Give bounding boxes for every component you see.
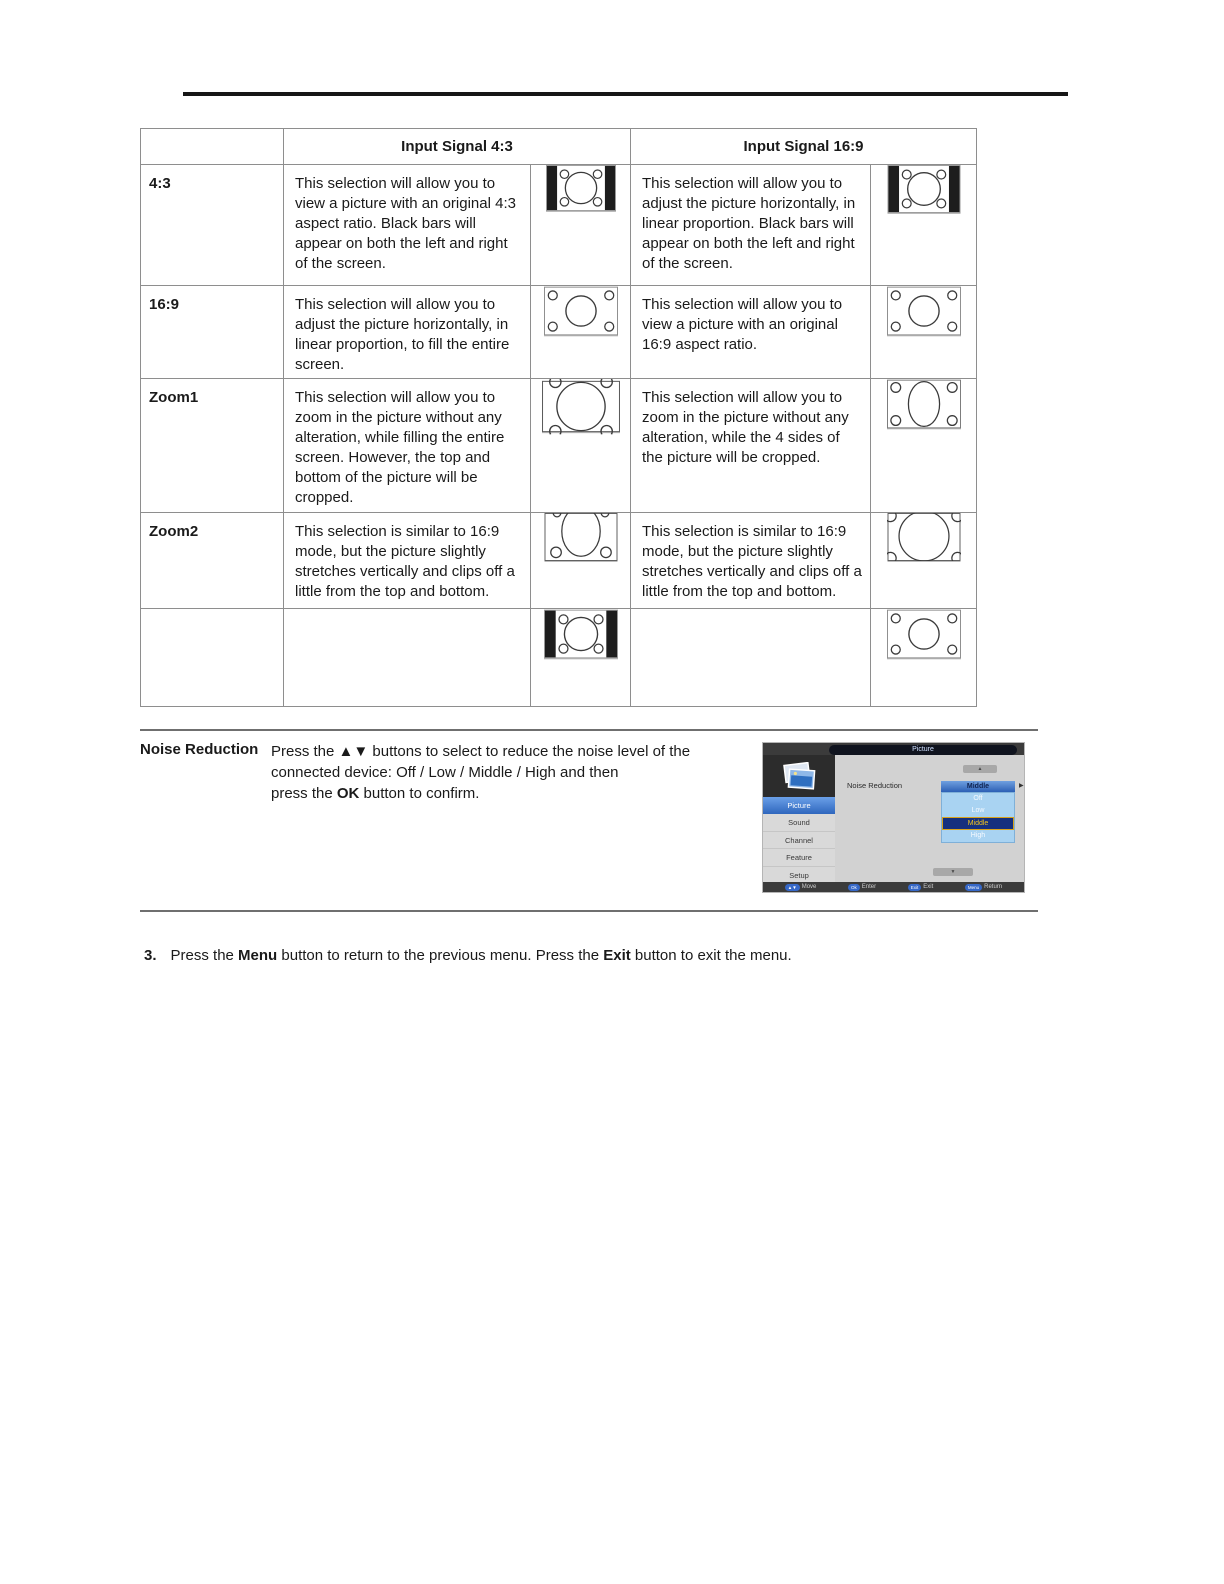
- table-row: [141, 609, 977, 707]
- noise-reduction-label: Noise Reduction: [140, 741, 259, 758]
- mode-description: This selection will allow you to adjust the picture horizontally, in linear proportion. Black bars will appear on both the left and right of the screen.: [631, 165, 871, 286]
- tv-menu-screenshot: [762, 742, 1025, 893]
- noise-reduction-description: [271, 741, 741, 804]
- mode-label: Zoom2: [141, 513, 284, 609]
- hint-enter: Ok Enter: [848, 884, 876, 891]
- nr-line1: Press the ▲▼ buttons to select to reduce the noise level of the: [271, 743, 691, 760]
- mode-description: This selection will allow you to adjust the picture horizontally, in linear proportion, to fill the entire screen.: [284, 286, 531, 379]
- tv-main-panel: [835, 755, 1024, 882]
- tv-noise-reduction-label: Noise Reduction: [847, 781, 903, 790]
- fullscreen-test-pattern-icon: [544, 286, 618, 336]
- menu-key-icon: Menu: [965, 884, 982, 891]
- section-divider-top: [140, 729, 1038, 731]
- tv-sidebar-item-feature: Feature: [763, 849, 835, 866]
- zoom2-stretched-pattern-icon: [887, 513, 961, 561]
- table-row: [141, 513, 977, 609]
- step-3-instruction: 3. Press the Menu button to return to the previous menu. Press the Exit button to exit the menu.: [144, 947, 792, 964]
- hint-return: Menu Return: [965, 884, 1002, 891]
- mode-label: [141, 609, 284, 707]
- exit-button-ref: Exit: [603, 947, 631, 964]
- mode-description: [284, 609, 531, 707]
- mode-label: Zoom1: [141, 379, 284, 513]
- tv-title-bar: [763, 743, 1024, 755]
- mode-description: This selection will allow you to view a picture with an original 16:9 aspect ratio.: [631, 286, 871, 379]
- chevron-right-icon: ▶: [1019, 783, 1024, 789]
- mode-label: 4:3: [141, 165, 284, 286]
- zoom1-cropped-pattern-icon: [887, 379, 961, 429]
- mode-description: This selection will allow you to view a picture with an original 4:3 aspect ratio. Black bars will appear on both the left and right of the screen.: [284, 165, 531, 286]
- zoom2-stretched-pattern-icon: [544, 513, 618, 561]
- pictures-icon: [780, 762, 818, 790]
- fullscreen-test-pattern-icon: [887, 286, 961, 336]
- hint-exit: Exit Exit: [908, 884, 934, 891]
- page-top-rule: [183, 92, 1068, 96]
- tv-sidebar-item-sound: Sound: [763, 814, 835, 831]
- mode-description: This selection will allow you to zoom in the picture without any alteration, while the 4 sides of the picture will be cropped.: [631, 379, 871, 513]
- fullscreen-test-pattern-icon: [887, 609, 961, 659]
- mode-description: This selection will allow you to zoom in the picture without any alteration, while filling the entire screen. However, the top and bottom of the picture will be cropped.: [284, 379, 531, 513]
- mode-description: [631, 609, 871, 707]
- mode-label: 16:9: [141, 286, 284, 379]
- pillarbox-test-pattern-icon: [544, 165, 618, 211]
- tv-option-high: High: [970, 831, 986, 839]
- pillarbox-test-pattern-icon: [887, 165, 961, 213]
- tv-option-low: Low: [971, 807, 985, 815]
- header-input-signal-16-9: Input Signal 16:9: [631, 129, 977, 165]
- exit-key-icon: Exit: [908, 884, 922, 891]
- tv-noise-reduction-value: Middle: [941, 781, 1015, 792]
- tv-sidebar-item-setup: Setup: [763, 867, 835, 884]
- header-empty-cell: [141, 129, 284, 165]
- tv-menu-title: Picture: [829, 745, 1017, 755]
- table-row: [141, 286, 977, 379]
- zoom1-cropped-pattern-icon: [542, 379, 620, 434]
- aspect-ratio-table: [140, 128, 977, 707]
- header-input-signal-4-3: Input Signal 4:3: [284, 129, 631, 165]
- tv-dropdown-list: [941, 792, 1015, 843]
- scroll-down-icon: ▼: [933, 868, 973, 876]
- nr-line3-post: button to confirm.: [359, 785, 480, 802]
- tv-sidebar-item-picture: Picture: [763, 797, 835, 814]
- menu-button-ref: Menu: [238, 947, 278, 964]
- table-row: [141, 165, 977, 286]
- section-divider-bottom: [140, 910, 1038, 912]
- mode-description: This selection is similar to 16:9 mode, but the picture slightly stretches vertically and clips off a little from the top and bottom.: [284, 513, 531, 609]
- tv-sidebar-item-channel: Channel: [763, 832, 835, 849]
- ok-key-icon: Ok: [848, 884, 860, 891]
- mode-description: This selection is similar to 16:9 mode, but the picture slightly stretches vertically and clips off a little from the top and bottom.: [631, 513, 871, 609]
- tv-footer-hints: [763, 882, 1024, 892]
- tv-sidebar: [763, 755, 835, 882]
- step-number: 3.: [144, 947, 157, 964]
- nr-line3-pre: press the: [271, 785, 337, 802]
- arrows-key-icon: ▲▼: [785, 884, 800, 891]
- table-row: [141, 379, 977, 513]
- nr-line2: connected device: Off / Low / Middle / High and then: [271, 764, 619, 781]
- pillarbox-test-pattern-icon: [544, 609, 618, 659]
- hint-move: ▲▼ Move: [785, 884, 817, 891]
- tv-sidebar-icon-box: [763, 755, 835, 797]
- tv-option-middle-selected: Middle: [942, 817, 1014, 829]
- tv-option-off: Off: [973, 795, 983, 802]
- nr-ok-bold: OK: [336, 785, 360, 802]
- scroll-up-icon: ▲: [963, 765, 997, 773]
